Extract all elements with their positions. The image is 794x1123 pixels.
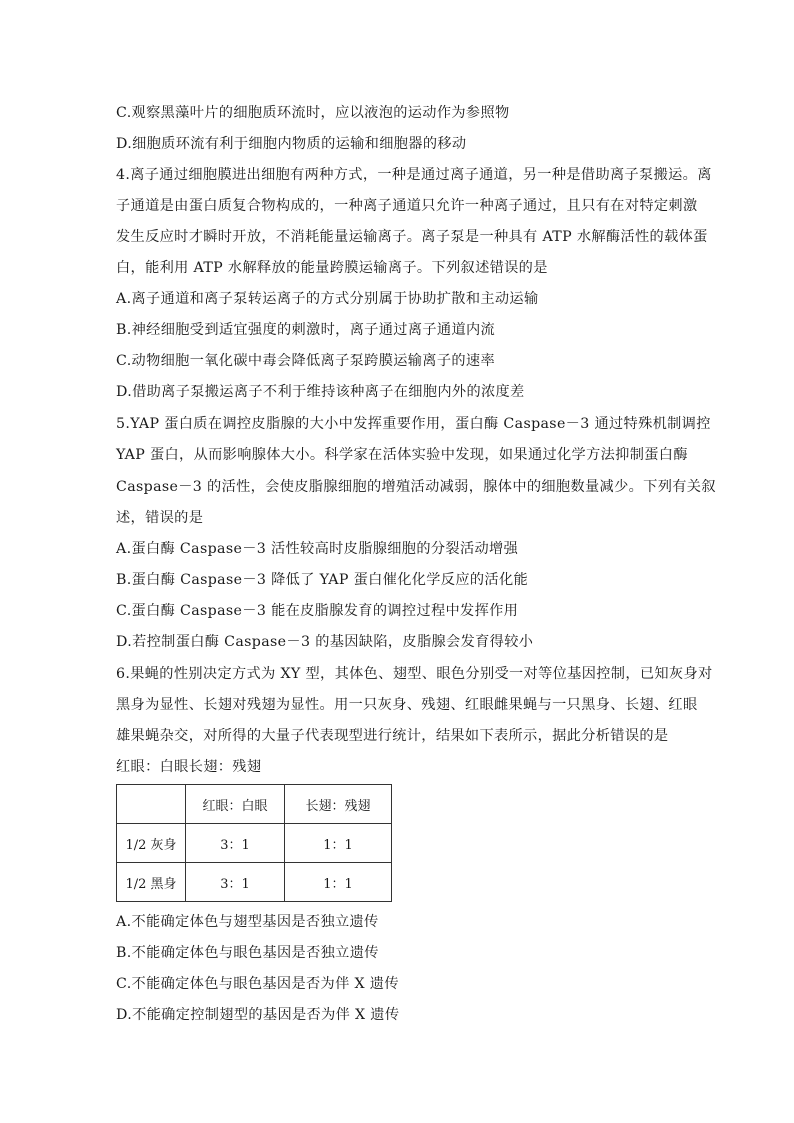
option-6c: C.不能确定体色与眼色基因是否为伴 X 遗传 (116, 976, 399, 992)
option-3c: C.观察黑藻叶片的细胞质环流时，应以液泡的运动作为参照物 (116, 105, 510, 121)
table-header-cell: 红眼：白眼 (186, 785, 285, 824)
question-4-line-1: 4.离子通过细胞膜进出细胞有两种方式，一种是通过离子通道，另一种是借助离子泵搬运。离 (116, 167, 712, 183)
option-5a: A.蛋白酶 Caspase－3 活性较高时皮脂腺细胞的分裂活动增强 (116, 541, 519, 557)
option-5c: C.蛋白酶 Caspase－3 能在皮脂腺发育的调控过程中发挥作用 (116, 603, 519, 619)
table-cell: 3：1 (186, 863, 285, 902)
question-4-line-2: 子通道是由蛋白质复合物构成的，一种离子通道只允许一种离子通过，且只有在对特定刺激 (116, 198, 698, 214)
option-6a: A.不能确定体色与翅型基因是否独立遗传 (116, 914, 379, 930)
table-caption: 红眼：白眼长翅：残翅 (116, 759, 262, 775)
question-6-line-2: 黑身为显性、长翅对残翅为显性。用一只灰身、残翅、红眼雌果蝇与一只黑身、长翅、红眼 (116, 697, 698, 713)
option-5b: B.蛋白酶 Caspase－3 降低了 YAP 蛋白催化化学反应的活化能 (116, 572, 529, 588)
table-cell: 3：1 (186, 824, 285, 863)
table-cell: 1/2 灰身 (117, 824, 186, 863)
option-4a: A.离子通道和离子泵转运离子的方式分别属于协助扩散和主动运输 (116, 291, 539, 307)
option-4b: B.神经细胞受到适宜强度的刺激时，离子通过离子通道内流 (116, 322, 496, 338)
question-6-line-3: 雄果蝇杂交，对所得的大量子代表现型进行统计，结果如下表所示，据此分析错误的是 (116, 728, 669, 744)
option-4c: C.动物细胞一氧化碳中毒会降低离子泵跨膜运输离子的速率 (116, 353, 495, 369)
table-cell: 1：1 (285, 863, 392, 902)
option-4d: D.借助离子泵搬运离子不利于维持该种离子在细胞内外的浓度差 (116, 384, 525, 400)
question-5-line-2: YAP 蛋白，从而影响腺体大小。科学家在活体实验中发现，如果通过化学方法抑制蛋白酶 (116, 447, 688, 463)
table-row (117, 824, 392, 863)
results-table (116, 784, 392, 902)
option-6d: D.不能确定控制翅型的基因是否为伴 X 遗传 (116, 1007, 400, 1023)
table-cell: 1/2 黑身 (117, 863, 186, 902)
question-5-line-4: 述，错误的是 (116, 510, 204, 526)
question-4-line-4: 白，能利用 ATP 水解释放的能量跨膜运输离子。下列叙述错误的是 (116, 260, 548, 276)
question-4-line-3: 发生反应时才瞬时开放，不消耗能量运输离子。离子泵是一种具有 ATP 水解酶活性的载体蛋 (116, 229, 708, 245)
table-row (117, 863, 392, 902)
option-3d: D.细胞质环流有利于细胞内物质的运输和细胞器的移动 (116, 136, 467, 152)
option-5d: D.若控制蛋白酶 Caspase－3 的基因缺陷，皮脂腺会发育得较小 (116, 634, 534, 650)
question-6-line-1: 6.果蝇的性别决定方式为 XY 型，其体色、翅型、眼色分别受一对等位基因控制，已知灰身对 (116, 666, 713, 682)
table-cell: 1：1 (285, 824, 392, 863)
table-header-row (117, 785, 392, 824)
question-5-line-3: Caspase－3 的活性，会使皮脂腺细胞的增殖活动减弱，腺体中的细胞数量减少。下列有关叙 (116, 479, 716, 495)
table-header-cell (117, 785, 186, 824)
table-header-cell: 长翅：残翅 (285, 785, 392, 824)
option-6b: B.不能确定体色与眼色基因是否独立遗传 (116, 945, 379, 961)
question-5-line-1: 5.YAP 蛋白质在调控皮脂腺的大小中发挥重要作用，蛋白酶 Caspase－3 通过特殊机制调控 (116, 416, 711, 432)
